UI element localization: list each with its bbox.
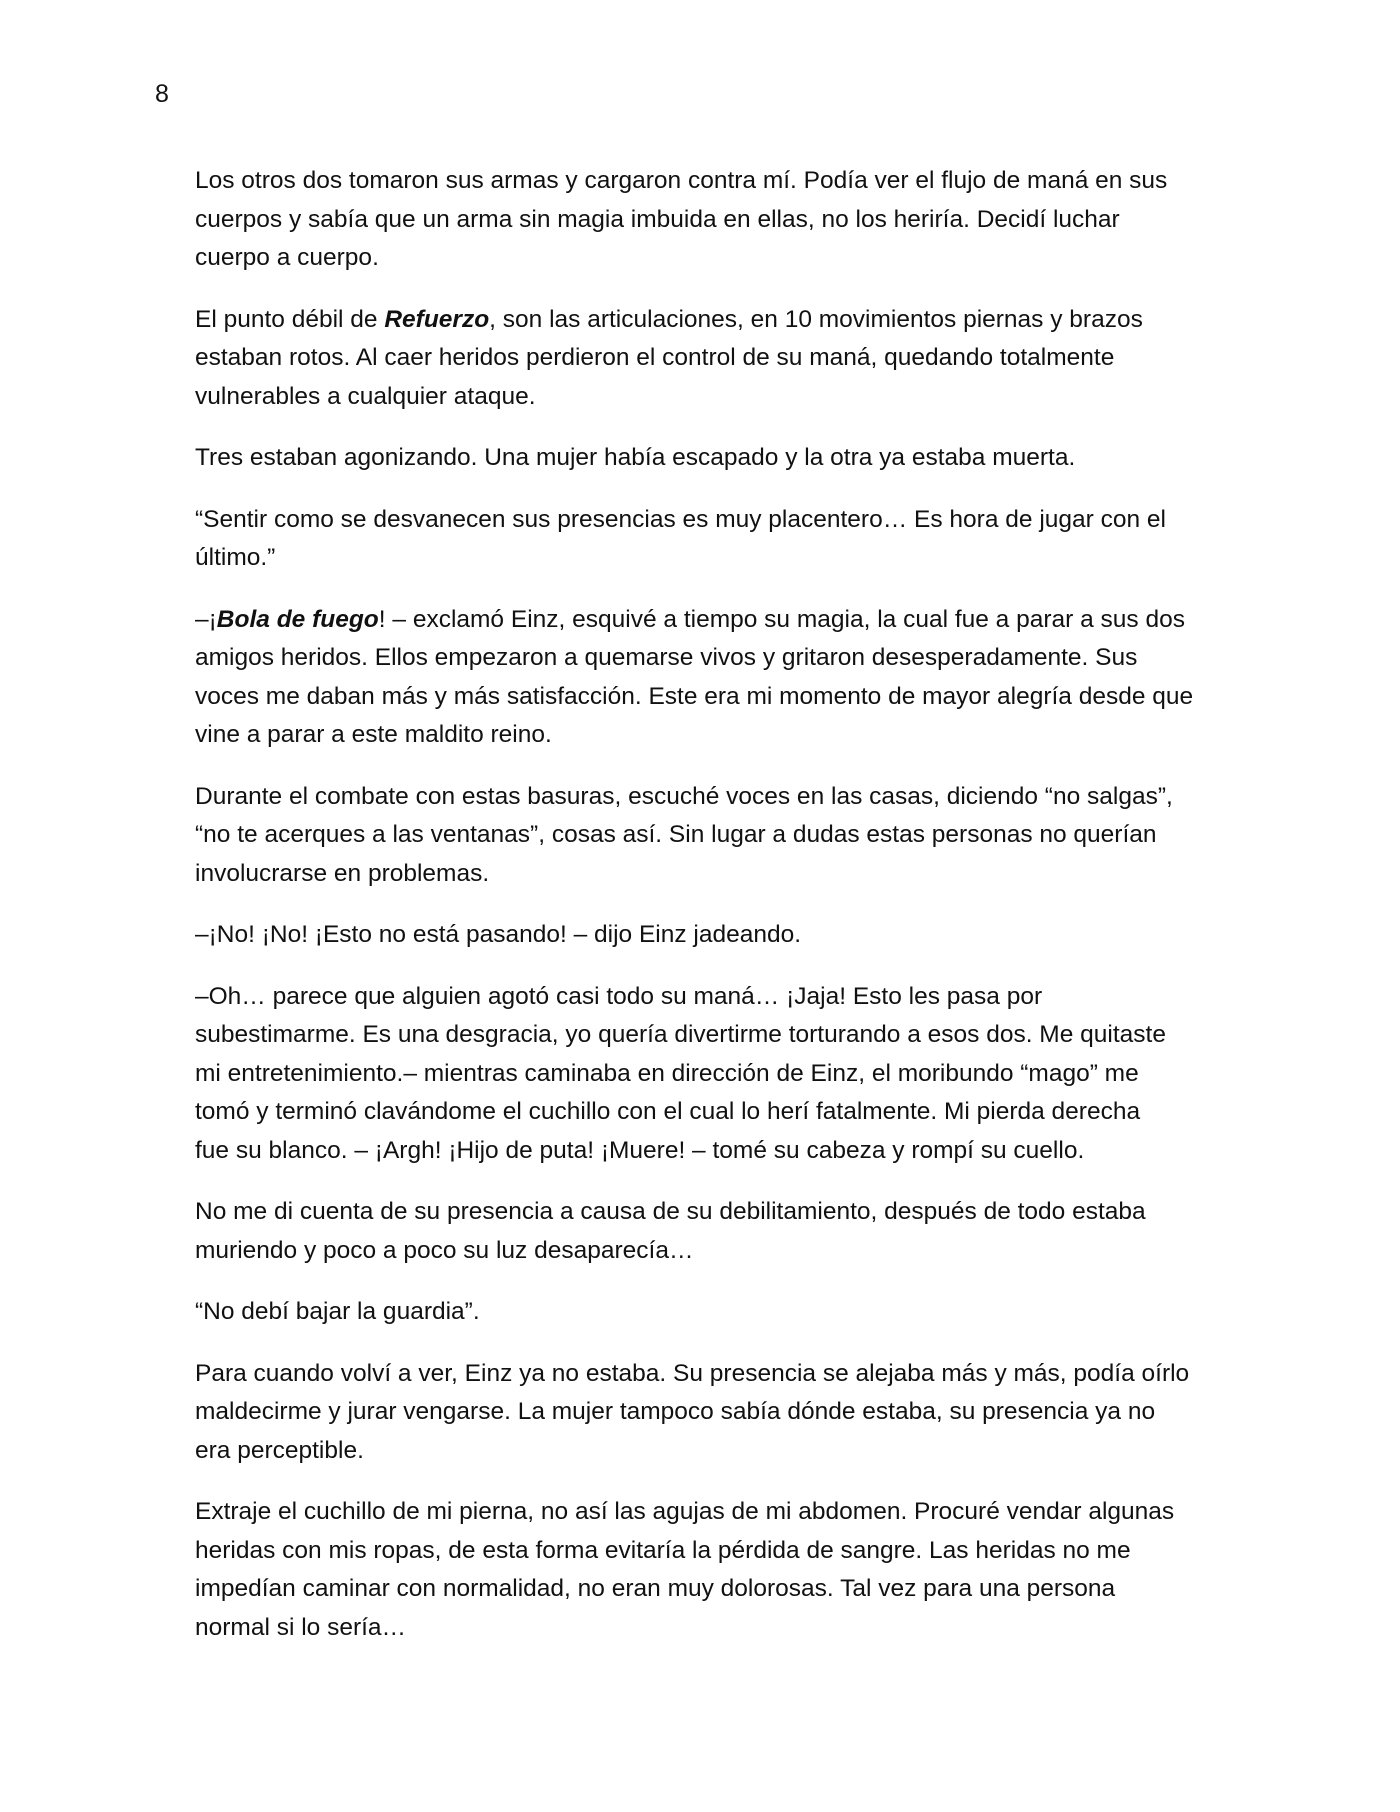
text-run: Extraje el cuchillo de mi pierna, no así las agujas de mi abdomen. Procuré vendar algunas — [195, 1498, 1175, 1525]
text-line — [195, 816, 1225, 855]
text-line — [195, 201, 1225, 240]
text-run: El punto débil de — [195, 305, 385, 333]
paragraph — [195, 778, 1225, 894]
text-run: Durante el combate con estas basuras, escuché voces en las casas, diciendo “no salgas”, — [195, 782, 1173, 810]
text-line — [195, 501, 1225, 540]
text-line — [195, 1609, 1225, 1648]
text-line — [195, 639, 1225, 678]
emphasized-term: Bola de fuego — [216, 605, 379, 633]
document-body — [195, 162, 1225, 1670]
paragraph — [195, 1355, 1225, 1471]
text-run: –Oh… parece que alguien agotó casi todo su maná… ¡Jaja! Esto les pasa por — [195, 982, 1043, 1010]
paragraph — [195, 601, 1225, 755]
text-run: heridas con mis ropas, de esta forma evitaría la pérdida de sangre. Las heridas no me — [195, 1536, 1131, 1564]
text-line — [195, 1293, 1225, 1332]
text-run: cuerpo a cuerpo. — [195, 244, 379, 271]
text-line — [195, 239, 1225, 278]
text-line — [195, 1093, 1225, 1132]
text-run: involucrarse en problemas. — [195, 859, 490, 887]
text-run: muriendo y poco a poco su luz desaparecía… — [195, 1236, 694, 1264]
text-line — [195, 378, 1225, 417]
text-line — [195, 1393, 1225, 1432]
text-run: mi entretenimiento.– mientras caminaba en dirección de Einz, el moribundo “mago” me — [195, 1059, 1139, 1087]
text-line — [195, 1432, 1225, 1471]
text-run: Para cuando volví a ver, Einz ya no estaba. Su presencia se alejaba más y más, podía oírlo — [195, 1359, 1190, 1387]
page-number: 8 — [155, 80, 169, 108]
paragraph — [195, 1193, 1225, 1270]
paragraph — [195, 978, 1225, 1171]
text-run: último.” — [195, 544, 276, 571]
text-line — [195, 678, 1225, 717]
text-run: era perceptible. — [195, 1436, 364, 1464]
text-line — [195, 439, 1225, 478]
text-run: tomó y terminó clavándome el cuchillo con el cual lo herí fatalmente. Mi pierda derecha — [195, 1098, 1141, 1125]
text-run: normal si lo sería… — [195, 1613, 407, 1641]
text-line — [195, 1570, 1225, 1609]
text-line — [195, 855, 1225, 894]
text-run: vulnerables a cualquier ataque. — [195, 382, 536, 410]
text-run: estaban rotos. Al caer heridos perdieron el control de su maná, quedando totalmente — [195, 344, 1115, 371]
text-line — [195, 339, 1225, 378]
text-run: voces me daban más y más satisfacción. Este era mi momento de mayor alegría desde que — [195, 682, 1194, 710]
paragraph — [195, 1493, 1225, 1647]
text-line — [195, 1355, 1225, 1394]
text-run: , son las articulaciones, en 10 movimientos piernas y brazos — [489, 305, 1143, 333]
text-run: Tres estaban agonizando. Una mujer había escapado y la otra ya estaba muerta. — [195, 444, 1076, 471]
paragraph — [195, 301, 1225, 417]
text-run: cuerpos y sabía que un arma sin magia imbuida en ellas, no los heriría. Decidí luchar — [195, 205, 1120, 233]
paragraph — [195, 439, 1225, 478]
paragraph — [195, 162, 1225, 278]
text-line — [195, 301, 1225, 340]
text-run: impedían caminar con normalidad, no eran muy dolorosas. Tal vez para una persona — [195, 1575, 1116, 1602]
text-line — [195, 1132, 1225, 1171]
text-run: amigos heridos. Ellos empezaron a quemarse vivos y gritaron desesperadamente. Sus — [195, 644, 1138, 671]
text-line — [195, 1055, 1225, 1094]
paragraph — [195, 1293, 1225, 1332]
text-run: No me di cuenta de su presencia a causa de su debilitamiento, después de todo estaba — [195, 1198, 1146, 1225]
text-line — [195, 916, 1225, 955]
text-line — [195, 978, 1225, 1017]
text-run: “no te acerques a las ventanas”, cosas así. Sin lugar a dudas estas personas no querían — [195, 821, 1157, 848]
text-line — [195, 539, 1225, 578]
text-run: –¡ — [195, 605, 217, 633]
text-line — [195, 1493, 1225, 1532]
emphasized-term: Refuerzo — [384, 305, 490, 333]
text-run: Los otros dos tomaron sus armas y cargaron contra mí. Podía ver el flujo de maná en sus — [195, 167, 1168, 194]
text-line — [195, 716, 1225, 755]
text-run: ! – exclamó Einz, esquivé a tiempo su magia, la cual fue a parar a sus dos — [378, 605, 1185, 633]
text-run: fue su blanco. – ¡Argh! ¡Hijo de puta! ¡Muere! – tomé su cabeza y rompí su cuello. — [195, 1136, 1085, 1164]
text-run: “No debí bajar la guardia”. — [195, 1298, 480, 1325]
text-line — [195, 1532, 1225, 1571]
text-run: –¡No! ¡No! ¡Esto no está pasando! – dijo Einz jadeando. — [195, 921, 802, 948]
text-run: subestimarme. Es una desgracia, yo quería divertirme torturando a esos dos. Me quitaste — [195, 1021, 1166, 1048]
text-line — [195, 162, 1225, 201]
text-run: vine a parar a este maldito reino. — [195, 721, 552, 748]
text-run: “Sentir como se desvanecen sus presencias es muy placentero… Es hora de jugar con el — [195, 505, 1166, 533]
paragraph — [195, 916, 1225, 955]
text-line — [195, 1016, 1225, 1055]
text-line — [195, 778, 1225, 817]
text-line — [195, 1232, 1225, 1271]
paragraph — [195, 501, 1225, 578]
text-run: maldecirme y jurar vengarse. La mujer tampoco sabía dónde estaba, su presencia ya no — [195, 1398, 1156, 1425]
text-line — [195, 1193, 1225, 1232]
text-line — [195, 601, 1225, 640]
